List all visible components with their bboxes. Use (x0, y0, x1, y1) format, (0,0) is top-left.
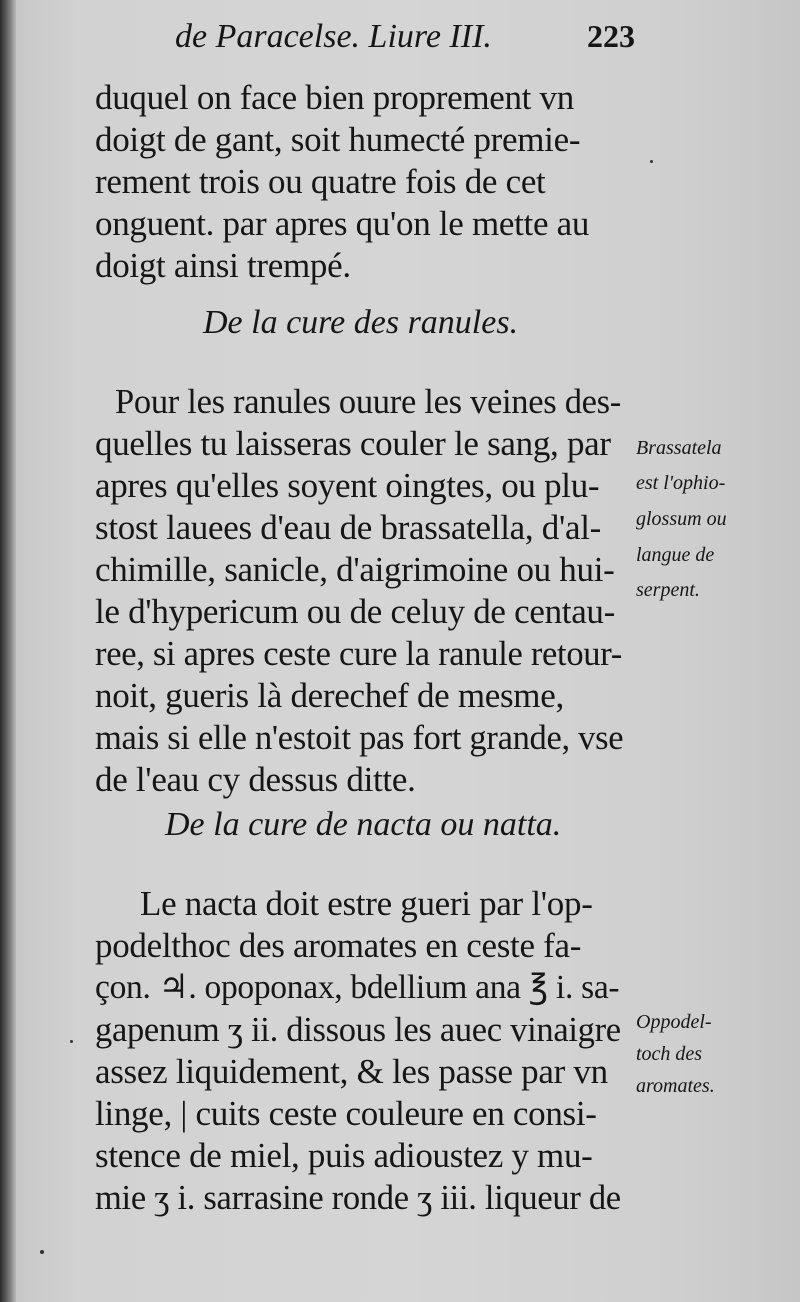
text-line: linge, | cuits ceste couleure en consi- (95, 1094, 597, 1133)
margin-note-line: Brassatela (636, 437, 722, 459)
text-line: çon. ♃. opoponax, bdellium ana ℥ i. sa- (95, 969, 620, 1006)
margin-note-line: langue de (636, 544, 715, 566)
margin-note-line: serpent. (636, 579, 700, 601)
margin-note-line: glossum ou (636, 508, 727, 530)
text-line: quelles tu laisseras couler le sang, par (95, 424, 611, 463)
text-line: stence de miel, puis adioustez y mu- (95, 1136, 593, 1175)
section-heading-nacta: De la cure de nacta ou natta. (165, 806, 562, 843)
text-line: onguent. par apres qu'on le mette au (95, 204, 590, 243)
text-line: gapenum ʒ ii. dissous les auec vinaigre (95, 1011, 621, 1049)
text-line: apres qu'elles soyent oingtes, ou plu- (95, 466, 600, 505)
text-line: le d'hypericum ou de celuy de centau- (95, 592, 615, 631)
text-line: rement trois ou quatre fois de cet (95, 162, 546, 201)
text-line: mais si elle n'estoit pas fort grande, vse (95, 719, 624, 757)
margin-note-line: est l'ophio- (636, 472, 726, 494)
page-number: 223 (587, 18, 635, 54)
page-header (175, 18, 635, 68)
margin-note-line: Oppodel- (636, 1011, 712, 1033)
section-heading-ranules: De la cure des ranules. (203, 304, 519, 341)
text-line: duquel on face bien proprement vn (95, 78, 574, 117)
paper-speck (70, 1040, 73, 1043)
text-line: de l'eau cy dessus ditte. (95, 760, 416, 799)
text-line: assez liquidement, & les passe par vn (95, 1052, 608, 1091)
text-line: doigt de gant, soit humecté premie- (95, 120, 581, 159)
paper-speck (650, 160, 653, 163)
margin-note-line: toch des (636, 1043, 703, 1065)
text-line: Le nacta doit estre gueri par l'op- (140, 884, 593, 923)
text-line: noit, gueris là derechef de mesme, (95, 676, 564, 715)
text-line: stost lauees d'eau de brassatella, d'al- (95, 508, 601, 547)
text-line: podelthoc des aromates en ceste fa- (95, 926, 582, 965)
text-line: doigt ainsi trempé. (95, 246, 351, 285)
text-line: Pour les ranules ouure les veines des- (115, 383, 621, 421)
running-title: de Paracelse. Liure III. (175, 18, 492, 55)
text-line: ree, si apres ceste cure la ranule retour- (95, 635, 622, 673)
paper-speck (40, 1250, 44, 1254)
page-gutter-shadow (0, 0, 16, 1302)
text-line: chimille, sanicle, d'aigrimoine ou hui- (95, 550, 615, 589)
margin-note-line: aromates. (636, 1075, 715, 1097)
text-line: mie ʒ i. sarrasine ronde ʒ iii. liqueur de (95, 1179, 621, 1217)
